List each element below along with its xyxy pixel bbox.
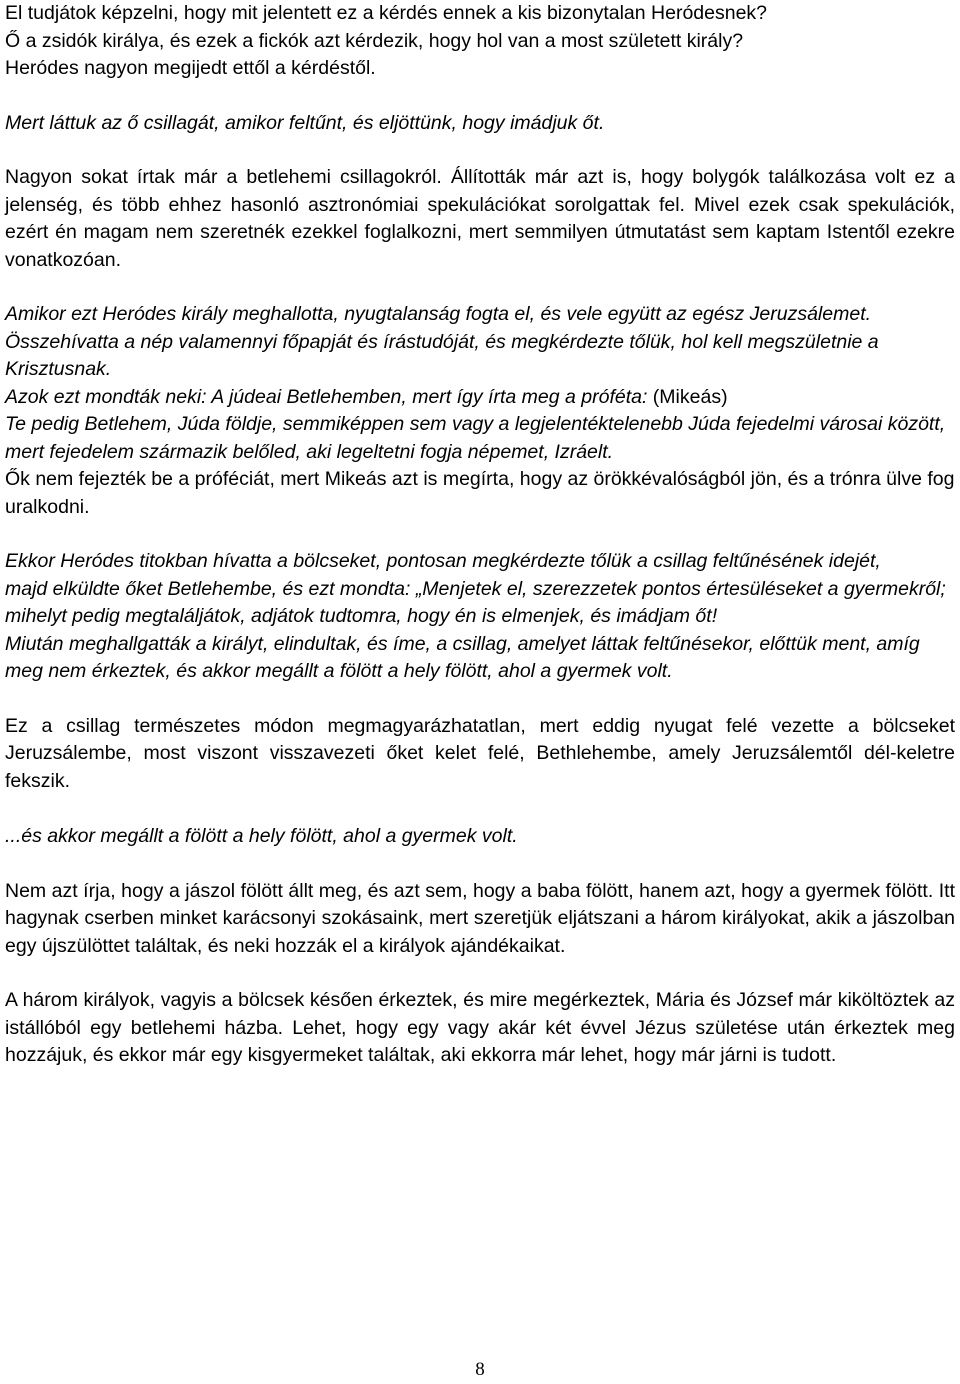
document-page bbox=[5, 0, 955, 1070]
scripture-quote-stop: ...és akkor megállt a fölött a hely fölött, ahol a gyermek volt. bbox=[5, 825, 518, 847]
page-number: 8 bbox=[475, 1359, 485, 1380]
scripture-herod-heard: Amikor ezt Heródes király meghallotta, nyugtalanság fogta el, és vele együtt az egész Jeruzsálemet. bbox=[5, 303, 872, 325]
paragraph-star-speculation: Nagyon sokat írtak már a betlehemi csillagokról. Állították már azt is, hogy bolygók találkozása volt ez a jelenség, és több ehhez hasonló asztronómiai spekulációkat sorolgattak fel. Mivel ezek csak spekulációk, ezért én magam nem szeretnék ezekkel foglalkozni, mert semmilyen útmutatást sem kaptam Istentől ezekre vonatkozóan. bbox=[5, 166, 955, 271]
paragraph-late-arrival: A három királyok, vagyis a bölcsek késően érkeztek, és mire megérkeztek, Mária és József már kiköltöztek az istállóból egy betlehemi házba. Lehet, hogy egy vagy akár két évvel Jézus születése után érkeztek meg hozzájuk, és ekkor már egy kisgyermeket találtak, aki ekkorra már lehet, hogy már járni is tudott. bbox=[5, 989, 955, 1066]
intro-line-2: Ő a zsidók királya, és ezek a fickók azt kérdezik, hogy hol van a most született király? bbox=[5, 29, 744, 52]
scripture-they-said-lead: Azok ezt mondták neki: bbox=[5, 385, 212, 408]
intro-line-3: Heródes nagyon megijedt ettől a kérdéstől. bbox=[5, 57, 376, 79]
intro-line-1: El tudjátok képzelni, hogy mit jelentett ez a kérdés ennek a kis bizonytalan Heródesnek? bbox=[5, 2, 768, 24]
scripture-they-said-quote: A júdeai Betlehemben, mert így írta meg a próféta: bbox=[211, 385, 648, 408]
paragraph-natural-explanation: Ez a csillag természetes módon megmagyarázhatatlan, mert eddig nyugat felé vezette a bölcseket Jeruzsálembe, most viszont visszavezeti őket kelet felé, Bethlehembe, amely Jeruzsálemtől dél-keletre fekszik. bbox=[5, 714, 955, 792]
scripture-herod-secret: Ekkor Heródes titokban hívatta a bölcseket, pontosan megkérdezte tőlük a csillag feltűnésének idejét, bbox=[5, 550, 881, 572]
paragraph-child-not-baby: Nem azt írja, hogy a jászol fölött állt meg, és azt sem, hogy a baba fölött, hanem azt, hogy a gyermek fölött. Itt hagynak cserben minket karácsonyi szokásaink, mert szeretjük eljátszani a három királyokat, akik a jászolban egy újszülöttet találtak, és neki hozzák el a királyok ajándékaikat. bbox=[5, 879, 955, 957]
scripture-quote-star: Mert láttuk az ő csillagát, amikor feltűnt, és eljöttünk, hogy imádjuk őt. bbox=[5, 111, 605, 134]
scripture-they-said bbox=[5, 384, 955, 412]
scripture-star-went-before: Miután meghallgatták a királyt, elindultak, és íme, a csillag, amelyet láttak feltűnésekor, előttük ment, amíg meg nem érkeztek, és akkor megállt a fölött a hely fölött, ahol a gyermek volt. bbox=[5, 632, 920, 682]
scripture-bethlehem-prophecy: Te pedig Betlehem, Júda földje, semmiképpen sem vagy a legjelentéktelenebb Júda fejedelmi városai között, mert fejedelem származik belőled, aki legeltetni fogja népemet, Izráelt. bbox=[5, 413, 946, 463]
scripture-herod-sent: majd elküldte őket Betlehembe, és ezt mondta: „Menjetek el, szerezzetek pontos értesüléseket a gyermekről; mihelyt pedig megtaláljátok, adjátok tudtomra, hogy én is elmenjek, és imádjam őt! bbox=[5, 577, 946, 627]
paragraph-prophecy-note: Ők nem fejezték be a próféciát, mert Mikeás azt is megírta, hogy az örökkévalóságból jön, és a trónra ülve fog uralkodni. bbox=[5, 468, 955, 518]
scripture-they-said-source: (Mikeás) bbox=[647, 385, 728, 408]
scripture-gathered-priests: Összehívatta a nép valamennyi főpapját és írástudóját, és megkérdezte tőlük, hol kell megszületnie a Krisztusnak. bbox=[5, 330, 879, 380]
